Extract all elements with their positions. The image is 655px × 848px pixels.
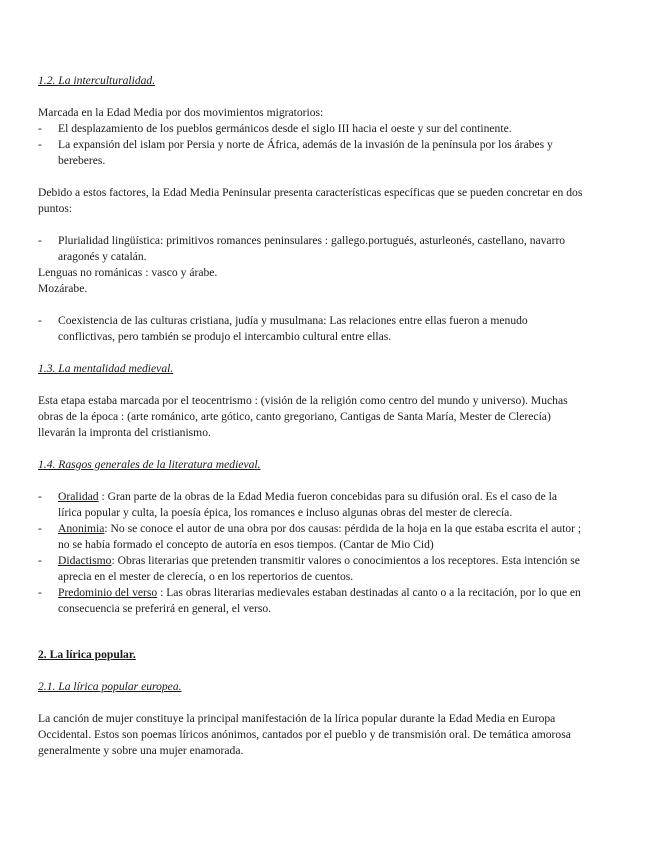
item-text: : Gran parte de la obras de la Edad Media fueron concebidas para su difusión oral. Es el caso de la lírica popular y culta, la poesía épica, los romances e incluso algunas obras del mester de clerecía. <box>58 490 557 519</box>
list-item: - La expansión del islam por Persia y norte de África, además de la invasión de la península por los árabes y bereberes. <box>38 137 583 169</box>
line-mozarabe: Mozárabe. <box>38 282 88 295</box>
migrations-list <box>38 121 583 169</box>
term-anonimia: Anonimia <box>58 522 105 535</box>
heading-mentalidad: 1.3. La mentalidad medieval. <box>38 362 174 375</box>
intro-interculturalidad: Marcada en la Edad Media por dos movimientos migratorios: <box>38 106 324 119</box>
list-item: - Coexistencia de las culturas cristiana, judía y musulmana: Las relaciones entre ellas fueron a menudo conflictivas, pero también se produjo el intercambio cultural entre ellas. <box>38 313 583 345</box>
heading-rasgos: 1.4. Rasgos generales de la literatura medieval. <box>38 458 261 471</box>
paragraph-factores: Debido a estos factores, la Edad Media Peninsular presenta características específicas que se pueden concretar en dos puntos: <box>38 186 583 215</box>
heading-lirica-popular-europea: 2.1. La lírica popular europea. <box>38 680 182 693</box>
document-page <box>38 73 583 759</box>
item-text: : Las obras literarias medievales estaban destinadas al canto o a la recitación, por lo que en consecuencia se preferirá en general, el verso. <box>58 586 581 615</box>
term-didactismo: Didactismo <box>58 554 112 567</box>
term-oralidad: Oralidad <box>58 490 99 503</box>
list-item <box>38 489 583 521</box>
paragraph-lirica-popular: La canción de mujer constituye la principal manifestación de la lírica popular durante la Edad Media en Europa Occidental. Estos son poemas líricos anónimos, cantados por el pueblo y de transmisión oral. De temática amorosa generalmente y sobre una mujer enamorada. <box>38 712 571 757</box>
term-predominio-del-verso: Predominio del verso <box>58 586 158 599</box>
list-item <box>38 521 583 553</box>
rasgos-list <box>38 489 583 617</box>
list-item: - Plurialidad lingüística: primitivos romances peninsulares : gallego.portugués, asturleonés, castellano, navarro aragonés y catalán. <box>38 233 583 265</box>
item-text: : No se conoce el autor de una obra por dos causas: pérdida de la hoja en la que estaba escrita el autor ; no se había formado el concepto de autoría en esos tiempos. (Cantar de Mio Cid) <box>58 522 582 551</box>
points-list-1 <box>38 233 583 265</box>
list-item <box>38 553 583 585</box>
list-item <box>38 585 583 617</box>
list-item: - El desplazamiento de los pueblos germánicos desde el siglo III hacia el oeste y sur del continente. <box>38 121 583 137</box>
paragraph-mentalidad: Esta etapa estaba marcada por el teocentrismo : (visión de la religión como centro del mundo y universo). Muchas obras de la época : (arte románico, arte gótico, canto gregoriano, Cantigas de Santa María, Mester de Clerecía) llevarán la impronta del cristianismo. <box>38 394 568 439</box>
heading-interculturalidad: 1.2. La interculturalidad. <box>38 74 156 87</box>
points-list-2 <box>38 313 583 345</box>
heading-lirica-popular: 2. La lírica popular. <box>38 648 136 661</box>
line-lenguas-no-romanicas: Lenguas no románicas : vasco y árabe. <box>38 266 218 279</box>
item-text: : Obras literarias que pretenden transmitir valores o conocimientos a los receptores. Esta intención se aprecia en el mester de clerecía, o en los repertorios de cuentos. <box>58 554 580 583</box>
